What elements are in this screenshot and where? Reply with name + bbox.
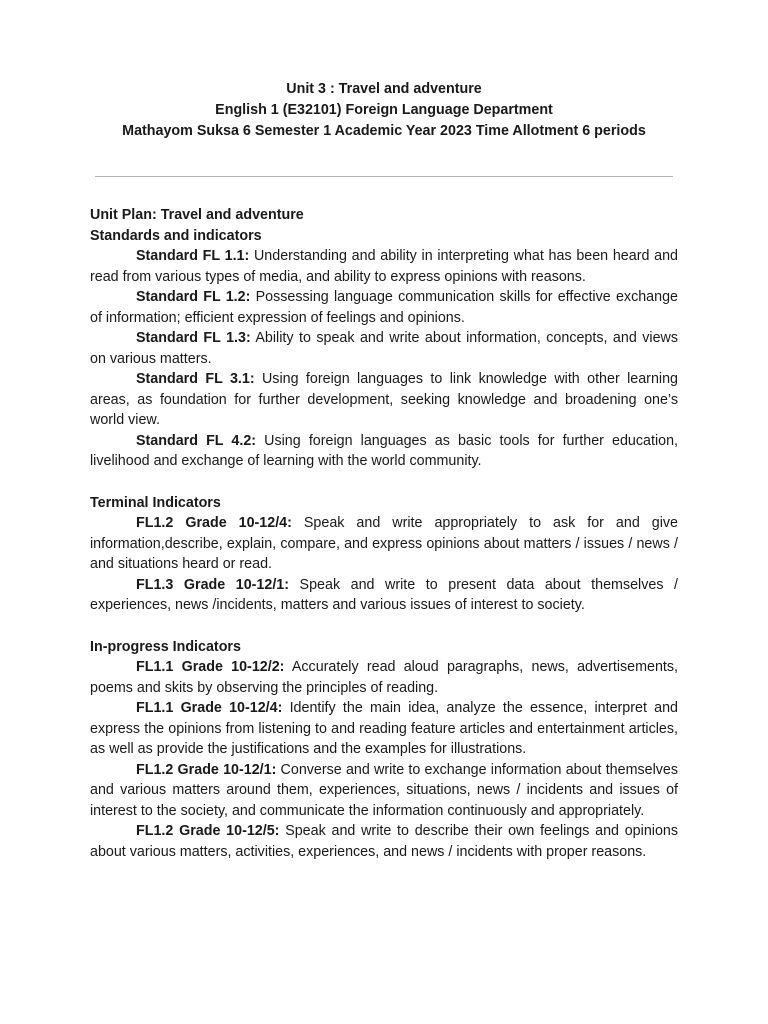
document-page (90, 79, 678, 862)
unit-plan-title: Unit Plan: Travel and adventure (90, 207, 304, 223)
terminal-indicators-heading: Terminal Indicators (90, 494, 221, 511)
in-progress-indicator-item (90, 657, 678, 698)
in-progress-indicator-item (90, 760, 678, 822)
standard-text: Using foreign languages to link knowledge with other learning areas, as foundation for further development, seeking knowledge and broadening one’s world view. (90, 371, 678, 428)
standard-item (90, 246, 678, 287)
in-progress-indicator-item (90, 698, 678, 760)
indicator-text: Accurately read aloud paragraphs, news, advertisements, poems and skits by observing the principles of reading. (90, 659, 678, 696)
indicator-text: Speak and write to present data about themselves / experiences, news /incidents, matters and various issues of interest to society. (90, 576, 679, 613)
standard-label: Standard FL 1.1: (136, 248, 250, 264)
standard-label: Standard FL 1.2: (136, 289, 251, 305)
standard-item (90, 287, 678, 328)
standard-item (90, 431, 678, 472)
standard-text: Possessing language communication skills for effective exchange of information; efficient expression of feelings and opinions. (90, 289, 678, 326)
indicator-label: FL1.1 Grade 10-12/2: (136, 659, 285, 675)
indicator-text: Speak and write to describe their own feelings and opinions about various matters, activities, experiences, and news / incidents with proper reasons. (90, 823, 678, 860)
in-progress-indicator-item (90, 821, 678, 862)
standard-text: Understanding and ability in interpreting what has been heard and read from various types of media, and ability to express opinions with reasons. (90, 248, 678, 285)
standard-label: Standard FL 3.1: (136, 371, 255, 387)
indicator-text: Converse and write to exchange information about themselves and various matters around them, experiences, situations, news / incidents and issues of interest to the society, and communicate the information continuously and appropriately. (90, 761, 678, 819)
terminal-indicator-item (90, 575, 678, 616)
indicator-label: FL1.2 Grade 10-12/1: (136, 761, 277, 778)
indicator-label: FL1.2 Grade 10-12/5: (136, 823, 280, 839)
indicator-text: Identify the main idea, analyze the essence, interpret and express the opinions from listening to and reading feature articles and entertainment articles, as well as provide the justifications and the examples for illustrations. (90, 700, 678, 757)
standard-item (90, 369, 678, 431)
unit-title: Unit 3 : Travel and adventure (286, 81, 482, 97)
document-header (90, 79, 678, 142)
standard-item (90, 328, 678, 369)
standard-text: Ability to speak and write about information, concepts, and views on various matters. (90, 330, 678, 367)
standards-heading: Standards and indicators (90, 227, 262, 244)
standard-label: Standard FL 4.2: (136, 432, 257, 449)
indicator-label: FL1.2 Grade 10-12/4: (136, 515, 292, 531)
indicator-label: FL1.1 Grade 10-12/4: (136, 700, 283, 716)
indicator-text: Speak and write appropriately to ask for and give information,describe, explain, compare, and express opinions about matters / issues / news / and situations heard or read. (90, 515, 679, 572)
course-title: English 1 (E32101) Foreign Language Department (215, 102, 553, 118)
standard-text: Using foreign languages as basic tools for further education, livelihood and exchange of learning with the world community. (90, 432, 678, 469)
indicator-label: FL1.3 Grade 10-12/1: (136, 576, 290, 593)
standard-label: Standard FL 1.3: (136, 330, 251, 346)
terminal-indicator-item (90, 513, 678, 575)
course-details: Mathayom Suksa 6 Semester 1 Academic Year 2023 Time Allotment 6 periods (122, 123, 646, 139)
in-progress-indicators-heading: In-progress Indicators (90, 638, 241, 655)
